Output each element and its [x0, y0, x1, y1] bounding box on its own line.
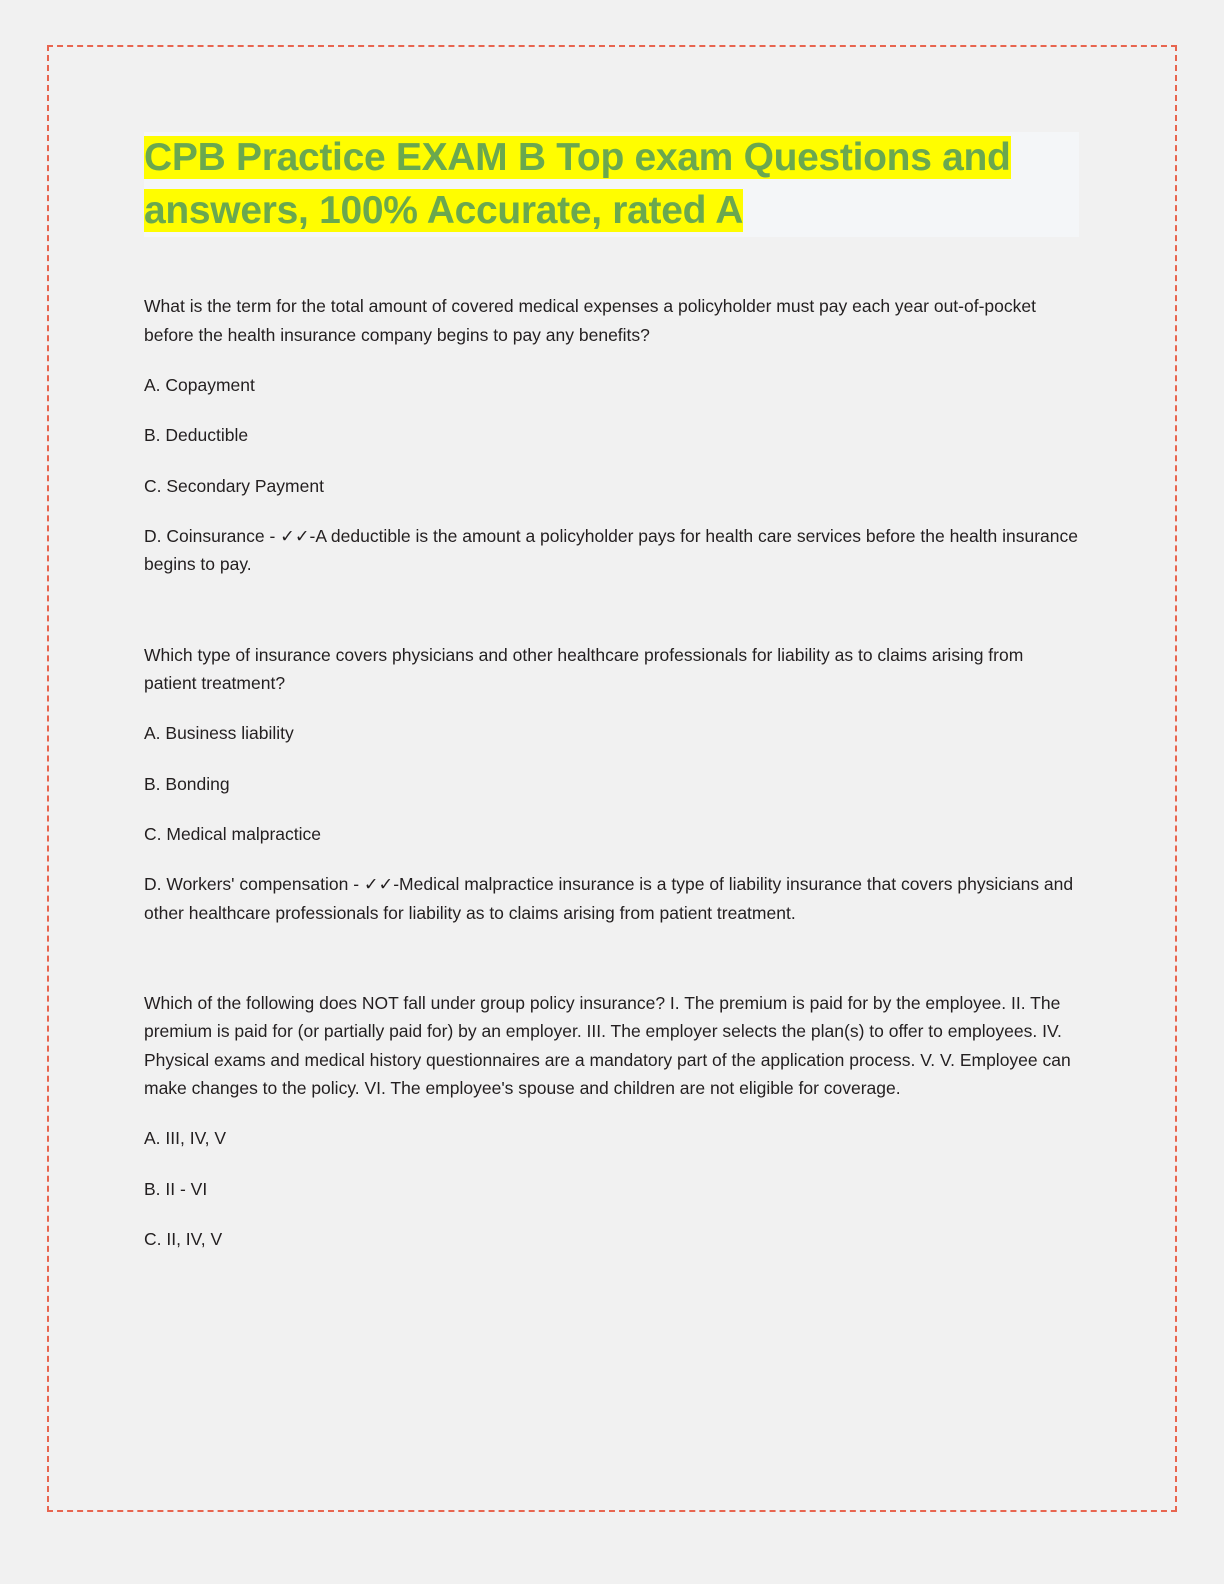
question-2 [144, 641, 1079, 927]
question-1-option-c: C. Secondary Payment [144, 475, 324, 496]
question-1-option-b: B. Deductible [144, 425, 249, 446]
question-spacer-2 [144, 949, 1079, 989]
question-3-option-a: A. III, IV, V [144, 1128, 227, 1149]
question-2-option-a: A. Business liability [144, 723, 294, 744]
question-3-option-c: C. II, IV, V [144, 1229, 223, 1250]
question-1 [144, 292, 1079, 578]
question-spacer-1 [144, 601, 1079, 641]
question-2-option-c: C. Medical malpractice [144, 824, 321, 845]
document-title-block [144, 132, 1079, 237]
question-3 [144, 989, 1079, 1253]
question-1-option-a: A. Copayment [144, 374, 255, 395]
page-title [144, 132, 1079, 237]
document-page-border [47, 45, 1177, 1512]
page-title-text: CPB Practice EXAM B Top exam Questions and answers, 100% Accurate, rated A [144, 136, 1011, 232]
question-3-prompt: Which of the following does NOT fall under group policy insurance? I. The premium is paid for by the employee. II. The premium is paid for (or partially paid for) by an employer. III. The employer selects the plan(s) to offer to employees. IV. Physical exams and medical history questionnaires are a mandatory part of the application process. V. V. Employee can make changes to the policy. VI. The employee's spouse and children are not eligible for coverage. [144, 993, 1071, 1099]
question-1-option-d: D. Coinsurance - ✓✓-A deductible is the amount a policyholder pays for health care services before the health insurance begins to pay. [144, 526, 1078, 575]
document-content [144, 132, 1079, 1276]
question-2-option-d: D. Workers' compensation - ✓✓-Medical malpractice insurance is a type of liability insurance that covers physicians and other healthcare professionals for liability as to claims arising from patient treatment. [144, 874, 1074, 923]
question-1-prompt: What is the term for the total amount of covered medical expenses a policyholder must pay each year out-of-pocket before the health insurance company begins to pay any benefits? [144, 296, 1036, 345]
question-2-option-b: B. Bonding [144, 773, 230, 794]
question-3-option-b: B. II - VI [144, 1178, 208, 1199]
question-2-prompt: Which type of insurance covers physicians and other healthcare professionals for liability as to claims arising from patient treatment? [144, 644, 1024, 694]
